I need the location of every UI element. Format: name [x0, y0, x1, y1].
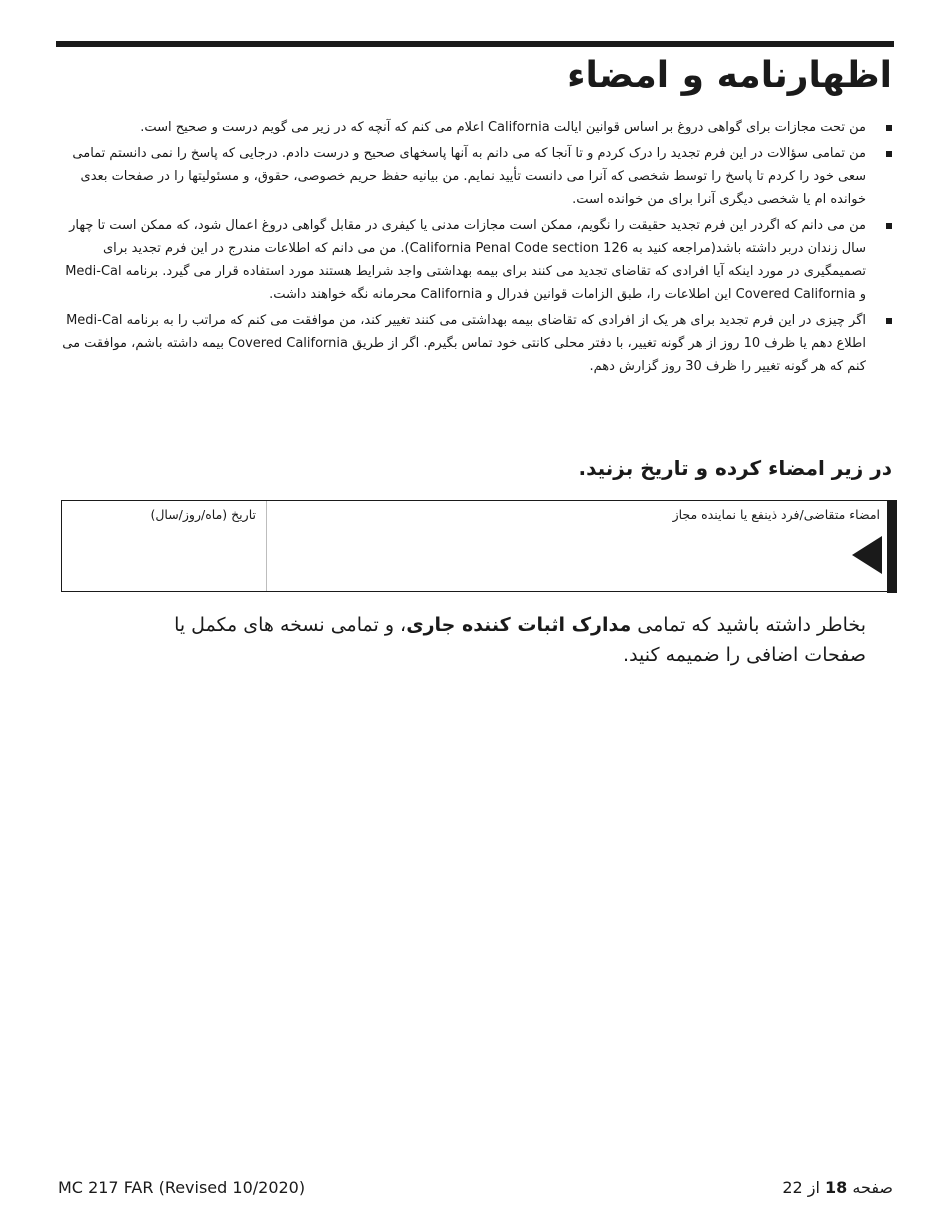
- declaration-item: اگر چیزی در این فرم تجدید برای هر یک از افرادی که تقاضای بیمه بهداشتی می کنند تغییر کند، من موافقت می کنم که مراتب را به برنامه Medi-Cal اطلاع دهم یا ظرف 10 روز از هر گونه تغییر، با دفتر محلی کانتی خود تماس بگیرم. اگر از طریق Covered California بیمه داشته باشم، موافقت می کنم که هر گونه تغییر را ظرف 30 روز گزارش دهم.: [58, 309, 866, 378]
- signature-box-edge: [887, 500, 897, 593]
- attachment-reminder: [140, 610, 866, 670]
- reminder-text-end: ، و تمامی نسخه های مکمل یا صفحات اضافی را ضمیمه کنید.: [174, 614, 866, 666]
- declaration-item: من تحت مجازات برای گواهی دروغ بر اساس قوانین ایالت California اعلام می کنم که آنچه که در زیر می گویم درست و صحیح است.: [58, 116, 866, 139]
- declaration-item: من می دانم که اگردر این فرم تجدید حقیقت را نگویم، ممکن است مجازات مدنی یا کیفری در مقابل گواهی دروغ اعمال شود، که ممکن است تا چهار سال زندان دربر داشته باشد(مراجعه کنید به California Penal Code section 126). من می دانم که اطلاعات مندرج در این فرم تجدید برای تصمیمگیری در مورد اینکه آیا افرادی که تقاضای تجدید می کنند برای بیمه بهداشتی واجد شرایط هستند مورد استفاده قرار می گیرد. برنامه Medi-Cal و Covered California این اطلاعات را، طبق الزامات قوانین فدرال و California محرمانه نگه خواهند داشت.: [58, 214, 866, 306]
- page-total: از 22: [782, 1178, 820, 1197]
- form-id: MC 217 FAR (Revised 10/2020): [58, 1178, 306, 1197]
- declaration-item: من تمامی سؤالات در این فرم تجدید را درک کردم و تا آنجا که می دانم به آنها پاسخهای صحیح و درست دادم. درجایی که پاسخ را نمی دانستم تمامی سعی خود را کردم تا پاسخ را توسط شخصی که آنرا می دانست تأیید نمایم. من بیانیه حفظ حریم خصوصی، حقوق، و مسئولیتها را در صفحات بعدی خوانده ام یا شخصی دیگری آنرا برای من خوانده است.: [58, 142, 866, 211]
- page-number: [782, 1178, 893, 1197]
- declaration-list: [58, 116, 866, 381]
- reminder-text: بخاطر داشته باشید که تمامی: [631, 614, 866, 636]
- sign-heading: در زیر امضاء کرده و تاریخ بزنید.: [578, 456, 892, 480]
- page-title: اظهارنامه و امضاء: [567, 55, 892, 96]
- page-word: صفحه: [852, 1178, 893, 1197]
- date-field-label: تاریخ (ماه/روز/سال): [150, 507, 256, 522]
- sign-here-arrow-icon: [852, 536, 882, 574]
- current-page: 18: [825, 1178, 848, 1197]
- signature-field-label: امضاء متقاضی/فرد ذینفع یا نماینده مجاز: [672, 507, 880, 522]
- field-divider: [266, 501, 267, 591]
- signature-date-box: [61, 500, 897, 592]
- reminder-bold-text: مدارک اثبات کننده جاری: [406, 614, 632, 636]
